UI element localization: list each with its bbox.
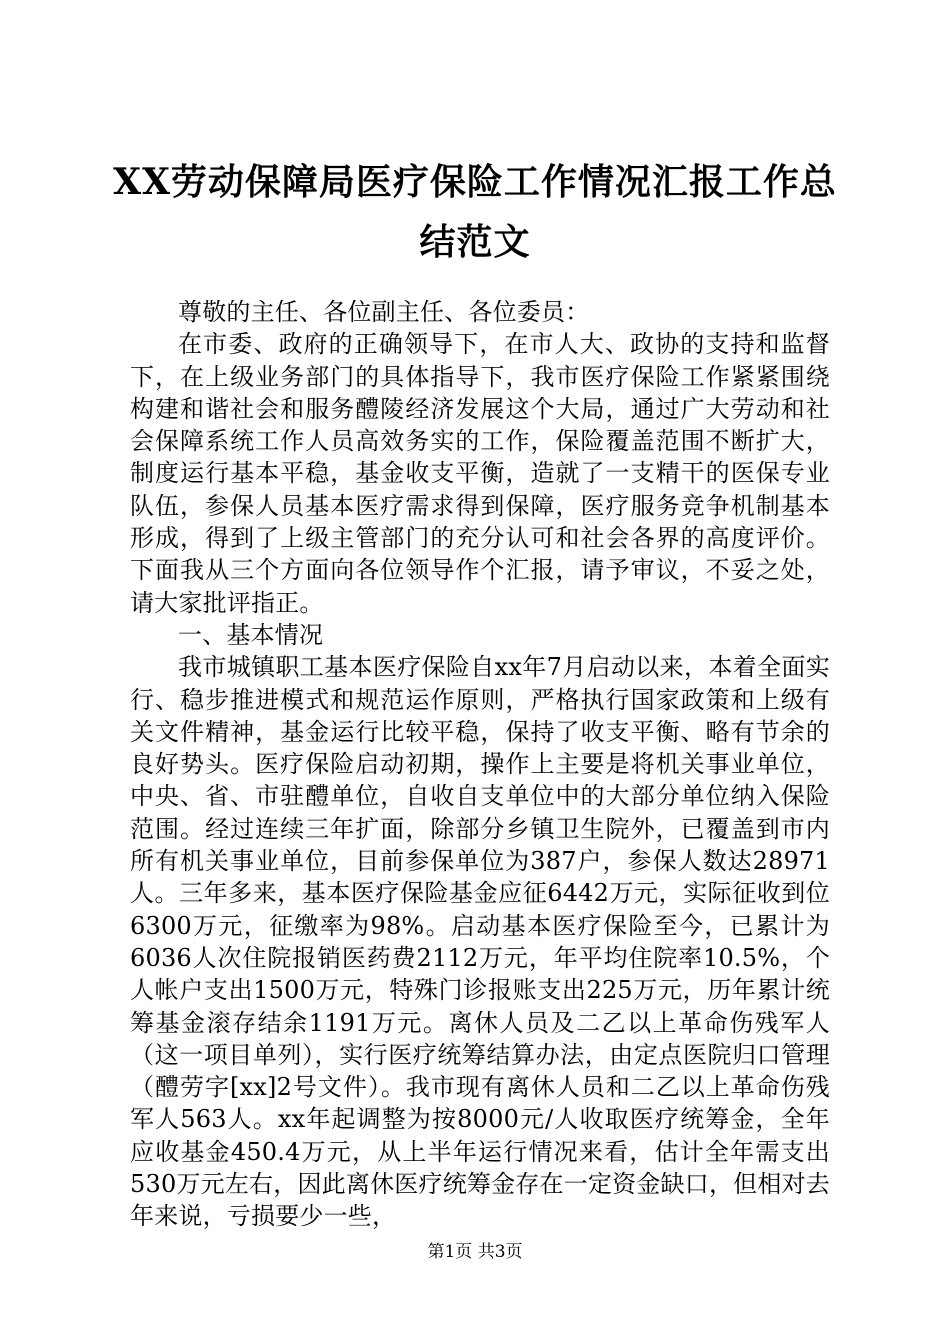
document-body — [130, 296, 830, 1233]
document-title-line-1: XX劳动保障局医疗保险工作情况汇报工作总 — [113, 161, 837, 203]
salutation-paragraph: 尊敬的主任、各位副主任、各位委员： — [178, 298, 590, 326]
document-title-line-2: 结范文 — [419, 221, 531, 263]
basic-situation-paragraph: 我市城镇职工基本医疗保险自xx年7月启动以来，本着全面实行、稳步推进模式和规范运作原则，严格执行国家政策和上级有关文件精神，基金运行比较平稳，保持了收支平衡、略有节余的良好势头。医疗保险启动初期，操作上主要是将机关事业单位，中央、省、市驻醴单位，自收自支单位中的大部分单位纳入保险范围。经过连续三年扩面，除部分乡镇卫生院外，已覆盖到市内所有机关事业单位，目前参保单位为387户，参保人数达28971人。三年多来，基本医疗保险基金应征6442万元，实际征收到位6300万元，征缴率为98%。启动基本医疗保险至今，已累计为6036人次住院报销医药费2112万元，年平均住院率10.5%，个人帐户支出1500万元，特殊门诊报账支出225万元，历年累计统筹基金滚存结余1191万元。离休人员及二乙以上革命伤残军人（这一项目单列），实行医疗统筹结算办法，由定点医院归口管理（醴劳字[xx]2号文件）。我市现有离休人员和二乙以上革命伤残军人563人。xx年起调整为按8000元/人收取医疗统筹金，全年应收基金450.4万元，从上半年运行情况来看，估计全年需支出530万元左右，因此离休医疗统筹金存在一定资金缺口，但相对去年来说，亏损要少一些， — [130, 653, 830, 1231]
intro-paragraph: 在市委、政府的正确领导下，在市人大、政协的支持和监督下，在上级业务部门的具体指导下，我市医疗保险工作紧紧围绕构建和谐社会和服务醴陵经济发展这个大局，通过广大劳动和社会保障系统工作人员高效务实的工作，保险覆盖范围不断扩大，制度运行基本平稳，基金收支平衡，造就了一支精干的医保专业队伍，参保人员基本医疗需求得到保障，医疗服务竞争机制基本形成，得到了上级主管部门的充分认可和社会各界的高度评价。下面我从三个方面向各位领导作个汇报，请予审议，不妥之处，请大家批评指正。 — [130, 330, 830, 617]
page-number-footer: 第1页 共3页 — [427, 1242, 523, 1262]
section-heading-basic-situation: 一、基本情况 — [178, 620, 324, 649]
